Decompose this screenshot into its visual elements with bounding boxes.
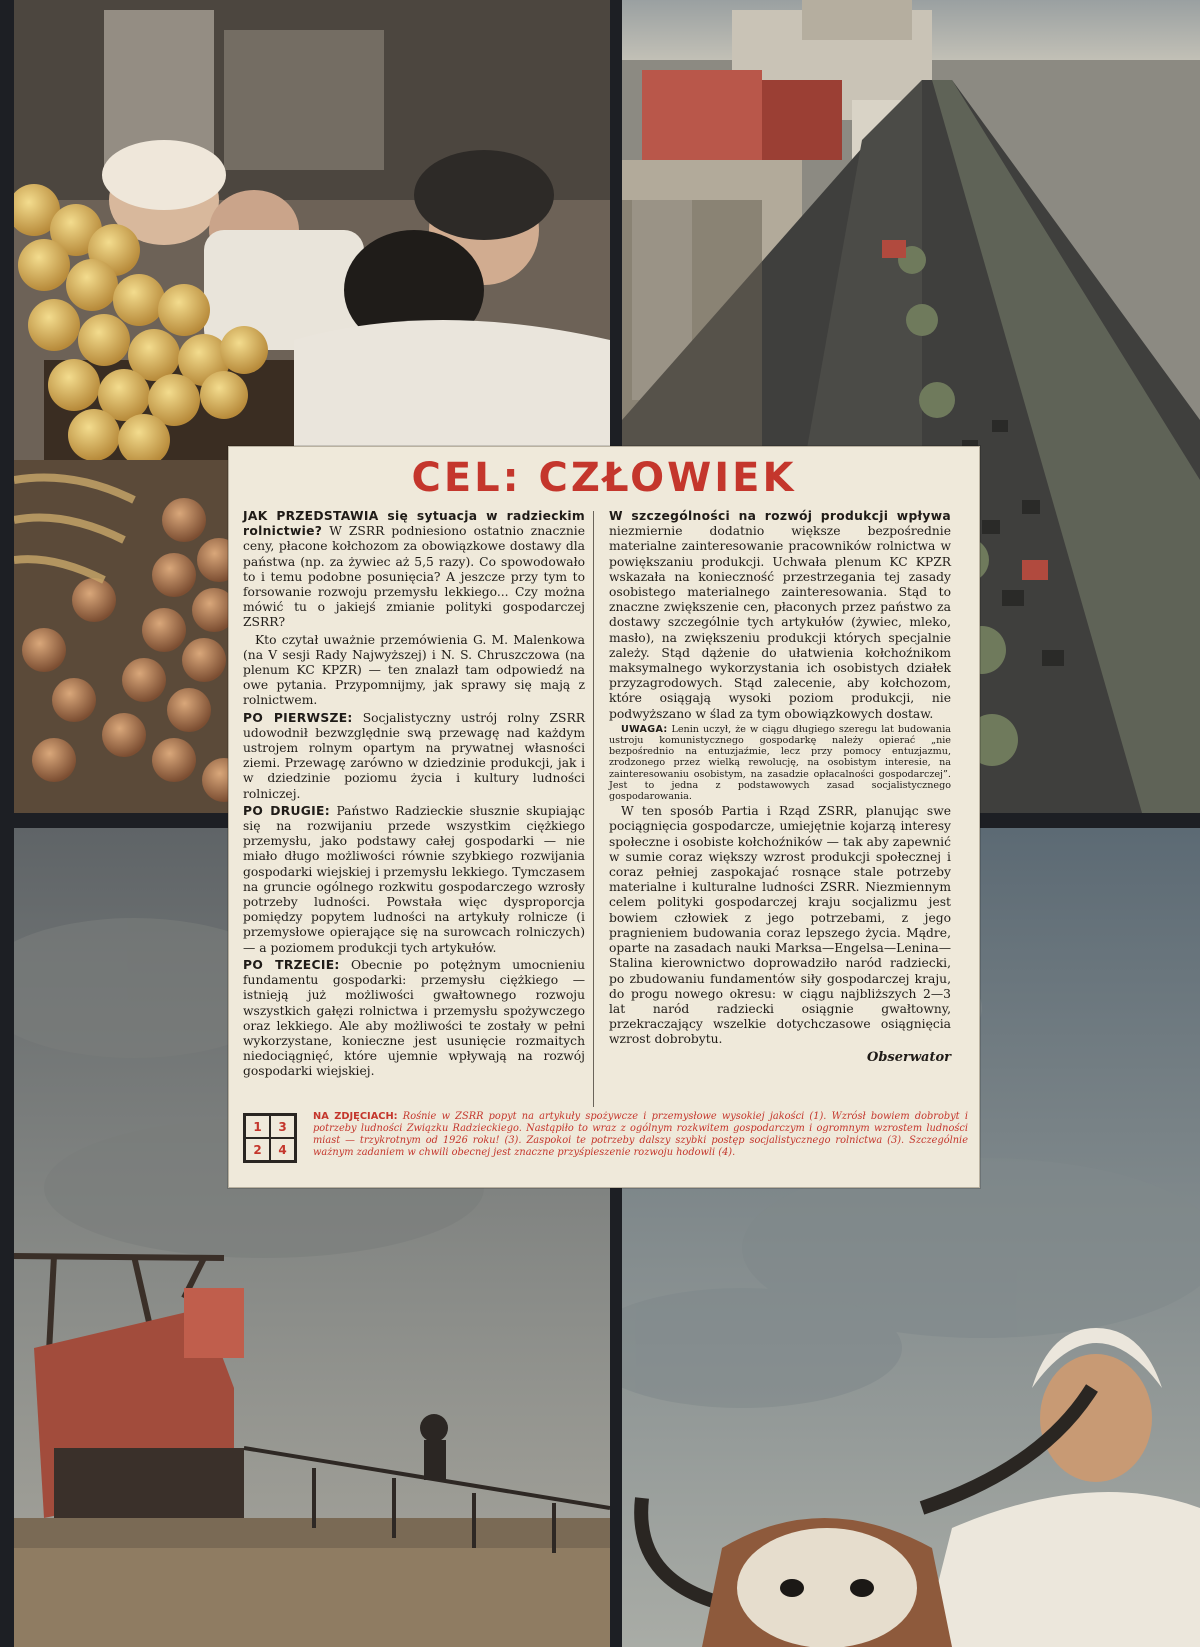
paragraph-text: niezmiernie dodatnio większe bezpośrednie materialne zainteresowanie pracowników rolnictwa w powiększaniu produkcji. Uchwała plenum KC KPZR wskazała na konieczność przestrzegania tej zasady osobistego materialnego zainteresowania. Stąd to znaczne zwiększenie cen, płaconych przez państwo za dostawy szczególnie tych artykułów (żywiec, mleko, masło), na zwiększeniu produkcji których specjalnie zależy. Stąd dążenie do ułatwienia kołchoźnikom maksymalnego wykorzystania ich osobistych działek przyzagrodowych. Stąd zalecenie, aby kołchozom, które osiągają wysoki poziom produkcji, nie podwyższano w ślad za tym obowiązkowych dostaw.	[609, 524, 951, 721]
legend-cell-2: 2	[245, 1138, 270, 1161]
photo-caption	[313, 1111, 968, 1159]
paragraph	[243, 711, 585, 802]
note-text: Lenin uczył, że w ciągu długiego szeregu lat budowania ustroju komunistycznego gospodarkę należy opierać „nie bezpośrednio na entuzjaźmie, lecz przy pomocy entuzjazmu, zrodzonego przez wielką rewolucję, na osobistym interesie, na zainteresowaniu osobistym, na zasadzie opłacalności gospodarczej”. Jest to jedna z podstawowych zasad socjalistycznego gospodarowania.	[609, 723, 951, 803]
article-column-left	[243, 509, 585, 1082]
article-column-right	[609, 509, 951, 1067]
note-paragraph	[609, 724, 951, 802]
paragraph: W ten sposób Partia i Rząd ZSRR, planując swe pociągnięcia gospodarcze, umiejętnie kojarzą interesy społeczne i osobiste kołchoźników — tak aby zapewnić w sumie coraz większy wzrost produkcji społecznej i coraz pełniej zaspokajać rosnące stale potrzeby materialne i kulturalne ludności ZSRR. Niezmiennym celem polityki gospodarczej kraju socjalizmu jest bowiem człowiek z jego potrzebami, z jego pragnieniem budowania coraz lepszego życia. Mądre, oparte na zasadach nauki Marksa—Engelsa—Lenina—Stalina kierownictwo doprowadziło naród radziecki, po zbudowaniu fundamentów siły gospodarczej kraju, do progu nowego okresu: w ciągu najbliższych 2—3 lat naród radziecki osiągnie gwałtowny, przekraczający wszelkie dotychczasowe osiągnięcia wzrost dobrobytu.	[609, 804, 951, 1047]
caption-text: Rośnie w ZSRR popyt na artykuły spożywcze i przemysłowe wysokiej jakości (1). Wzrósł bowiem dobrobyt i potrzeby ludności Związku Radzieckiego. Nastąpiło to wraz z ogólnym rozkwitem gospodarczym i ogromnym wzrostem ludności miast — trzykrotnym od 1926 roku! (3). Zaspokoi te potrzeby dalszy szybki postęp socjalistycznego rolnictwa (3). Szczególnie ważnym zadaniem w chwili obecnej jest znaczne przyśpieszenie rozwoju hodowli (4).	[313, 1111, 968, 1158]
author-signature: Obserwator	[867, 1049, 951, 1065]
paragraph-text: Obecnie po potężnym umocnieniu fundamentu gospodarki: przemysłu ciężkiego — istnieją już możliwości gwałtownego rozwoju wszystkich gałęzi rolnictwa i przemysłu spożywczego oraz lekkiego. Ale aby możliwości te zostały w pełni wykorzystane, konieczne jest usunięcie rozmaitych niedociągnięć, które ujemnie wpływają na rozwój gospodarki wiejskiej.	[243, 957, 585, 1079]
article-box	[228, 446, 980, 1188]
lead-question: JAK PRZEDSTAWIA się sytuacja w radzieckim rolnictwie?	[243, 509, 585, 539]
point-heading: PO DRUGIE:	[243, 803, 330, 818]
point-heading: PO PIERWSZE:	[243, 710, 353, 725]
paragraph: Kto czytał uważnie przemówienia G. M. Malenkowa (na V sesji Rady Najwyższej) i N. S. Chruszczowa (na plenum KC KPZR) — ten znalazł tam odpowiedź na owe pytania. Przypomnijmy, jak sprawy się mają z rolnictwem.	[243, 632, 585, 708]
photo-legend-grid	[243, 1113, 297, 1163]
caption-heading: NA ZDJĘCIACH:	[313, 1111, 398, 1122]
legend-cell-3: 3	[270, 1115, 295, 1138]
paragraph-text: W ZSRR podniesiono ostatnio znacznie ceny, płacone kołchozom za obowiązkowe dostawy dla państwa (np. za żywiec aż 5,5 razy). Co spowodowało to i temu podobne posunięcia? A jeszcze przy tym to forsowanie rozwoju przemysłu lekkiego... Czy można mówić tu o jakiejś zmianie polityki gospodarczej ZSRR?	[243, 524, 585, 630]
article-title: CEL: CZŁOWIEK	[411, 455, 797, 501]
paragraph	[243, 958, 585, 1080]
paragraph-text: Socjalistyczny ustrój rolny ZSRR udowodnił bezwzględnie swą przewagę nad każdym ustrojem rolnym opartym na prywatnej własności ziemi. Przewagę zarówno w dziedzinie produkcji, jak i w dziedzinie poziomu życia i kultury ludności rolniczej.	[243, 710, 585, 801]
note-heading: UWAGA:	[621, 723, 668, 735]
column-divider	[593, 511, 594, 1107]
legend-cell-1: 1	[245, 1115, 270, 1138]
lead-phrase: W szczególności na rozwój produkcji wpływa	[609, 509, 951, 523]
paragraph-text: Państwo Radzieckie słusznie skupiając się na rozwijaniu przede wszystkim ciężkiego przemysłu, jako podstawy całej gospodarki — nie miało długo możliwości równie szybkiego rozwijania gospodarki wiejskiej i przemysłu lekkiego. Tymczasem na gruncie ogólnego rozkwitu gospodarczego wzrosły potrzeby ludności. Powstała więc dysproporcja pomiędzy popytem ludności na artykuły rolnicze (i przemysłowe opierające się na surowcach rolniczych) — a poziomem produkcji tych artykułów.	[243, 803, 585, 955]
paragraph	[609, 509, 951, 722]
paragraph	[243, 804, 585, 956]
point-heading: PO TRZECIE:	[243, 957, 340, 972]
legend-cell-4: 4	[270, 1138, 295, 1161]
paragraph	[243, 509, 585, 631]
